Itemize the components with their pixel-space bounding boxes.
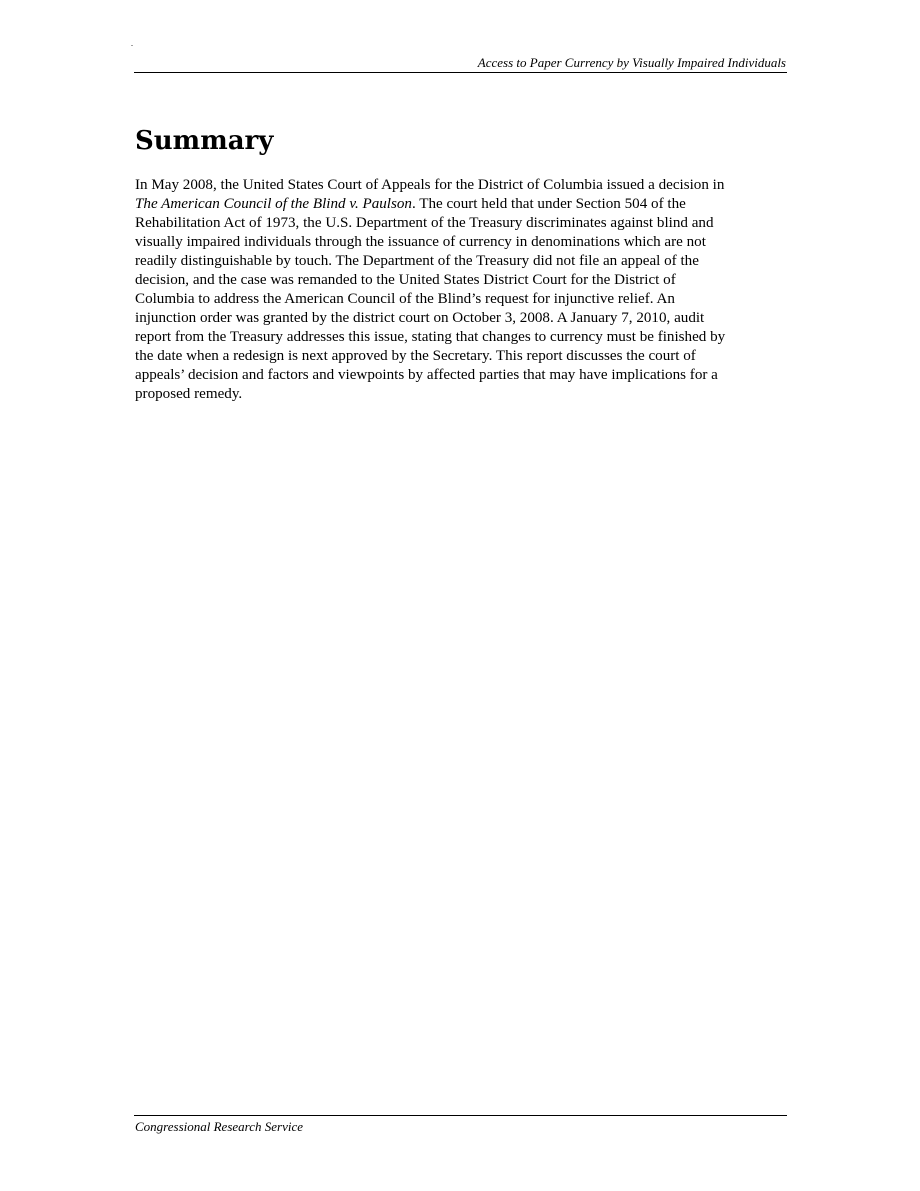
summary-line-9: report from the Treasury addresses this issue, stating that changes to currency must be finished by — [135, 329, 726, 345]
summary-line-2-rest: . The court held that under Section 504 of the — [411, 196, 686, 212]
summary-line-8: injunction order was granted by the district court on October 3, 2008. A January 7, 2010, audit — [135, 310, 705, 326]
summary-line-7: Columbia to address the American Council of the Blind’s request for injunctive relief. An — [135, 291, 675, 307]
header-rule — [134, 72, 787, 73]
summary-line-2 — [135, 195, 787, 214]
running-footer-organization: Congressional Research Service — [135, 1119, 303, 1134]
corner-mark: . — [131, 39, 133, 48]
running-header-title: Access to Paper Currency by Visually Impaired Individuals — [477, 55, 786, 70]
summary-line-10: the date when a redesign is next approved by the Secretary. This report discusses the court of — [135, 348, 696, 364]
footer-rule — [134, 1115, 787, 1116]
summary-line-12: proposed remedy. — [135, 386, 243, 402]
summary-line-4: visually impaired individuals through the issuance of currency in denominations which are not — [135, 234, 706, 250]
summary-paragraph — [135, 176, 787, 404]
summary-line-1: In May 2008, the United States Court of Appeals for the District of Columbia issued a decision in — [135, 177, 725, 193]
summary-line-6: decision, and the case was remanded to the United States District Court for the District of — [135, 272, 676, 288]
summary-line-11: appeals’ decision and factors and viewpoints by affected parties that may have implications for a — [135, 367, 718, 383]
summary-line-5: readily distinguishable by touch. The Department of the Treasury did not file an appeal of the — [135, 253, 699, 269]
section-title: Summary — [135, 126, 274, 156]
summary-line-3: Rehabilitation Act of 1973, the U.S. Department of the Treasury discriminates against blind and — [135, 215, 714, 231]
case-name: The American Council of the Blind v. Paulson — [135, 196, 412, 212]
